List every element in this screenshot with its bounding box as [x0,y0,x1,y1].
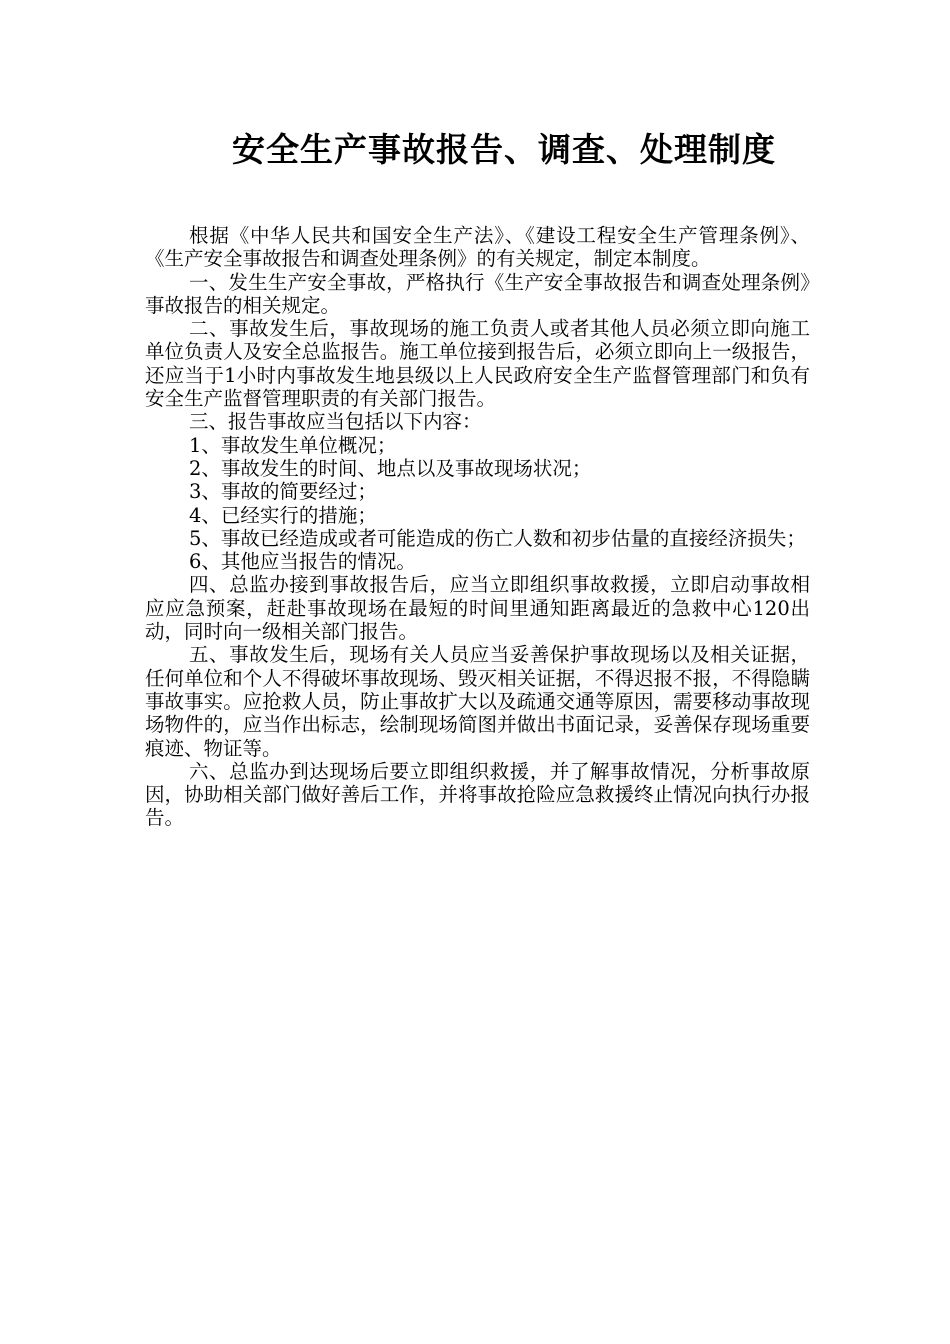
document-body [145,224,810,830]
paragraph-section-1: 一、发生生产安全事故，严格执行《生产安全事故报告和调查处理条例》事故报告的相关规定。 [145,270,810,317]
list-item-2: 2、事故发生的时间、地点以及事故现场状况； [189,456,592,480]
list-item-3: 3、事故的简要经过； [189,480,377,504]
list-item-1: 1、事故发生单位概况； [189,433,397,457]
list-item-4: 4、已经实行的措施； [189,503,377,527]
list-item-6: 6、其他应当报告的情况。 [189,550,416,574]
paragraph-section-6: 六、总监办到达现场后要立即组织救援，并了解事故情况，分析事故原因，协助相关部门做好善后工作，并将事故抢险应急救援终止情况向执行办报告。 [145,759,810,830]
document-title: 安全生产事故报告、调查、处理制度 [232,130,776,169]
paragraph-section-4: 四、总监办接到事故报告后，应当立即组织事故救援，立即启动事故相应应急预案，赶赴事故现场在最短的时间里通知距离最近的急救中心120出动，同时向一级相关部门报告。 [145,573,810,644]
paragraph-section-5: 五、事故发生后，现场有关人员应当妥善保护事故现场以及相关证据，任何单位和个人不得破坏事故现场、毁灭相关证据，不得迟报不报，不得隐瞒事故事实。应抢救人员，防止事故扩大以及疏通交通等原因，需要移动事故现场物件的，应当作出标志，绘制现场简图并做出书面记录，妥善保存现场重要痕迹、物证等。 [145,643,810,760]
paragraph-intro: 根据《中华人民共和国安全生产法》、《建设工程安全生产管理条例》、《生产安全事故报告和调查处理条例》的有关规定，制定本制度。 [145,224,810,271]
paragraph-section-2: 二、事故发生后，事故现场的施工负责人或者其他人员必须立即向施工单位负责人及安全总监报告。施工单位接到报告后，必须立即向上一级报告，还应当于1小时内事故发生地县级以上人民政府安全生产监督管理部门和负有安全生产监督管理职责的有关部门报告。 [145,317,810,411]
paragraph-section-3: 三、报告事故应当包括以下内容： [189,410,482,434]
list-item-5: 5、事故已经造成或者可能造成的伤亡人数和初步估量的直接经济损失； [189,526,806,550]
